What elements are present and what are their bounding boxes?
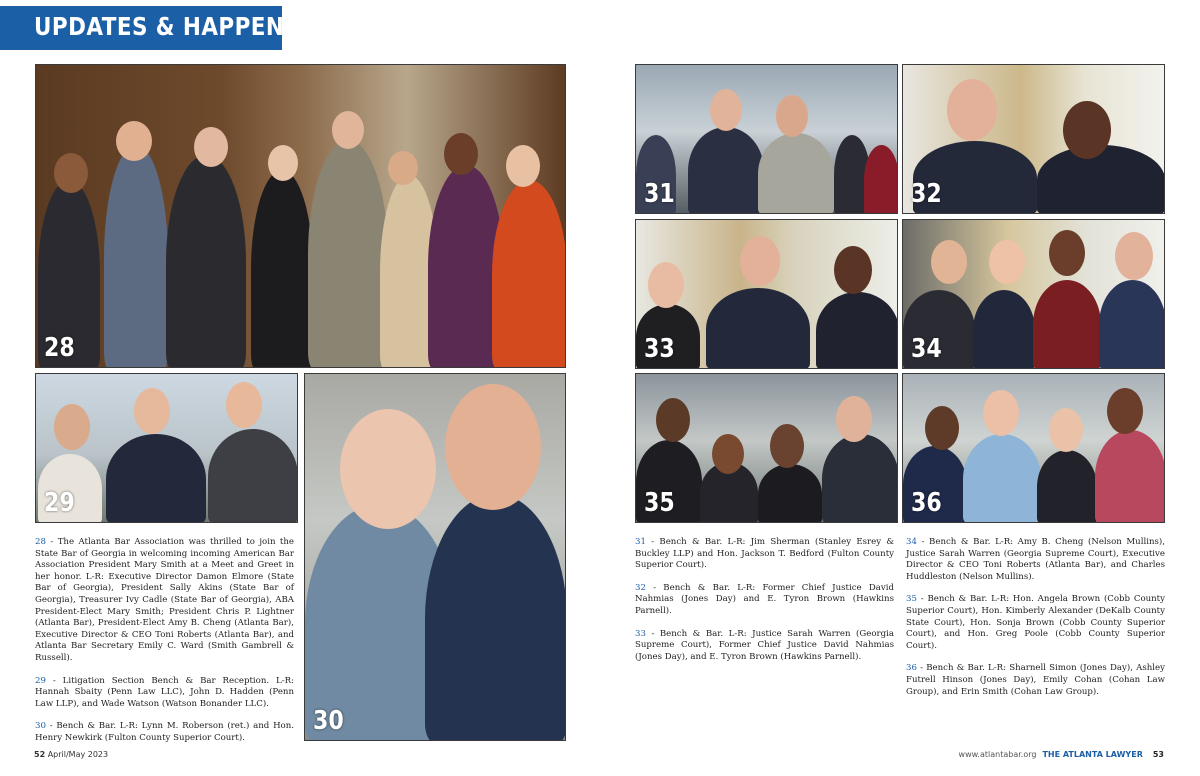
footer-left bbox=[34, 750, 108, 759]
magazine-name: THE ATLANTA LAWYER bbox=[1042, 750, 1143, 759]
caption-32: 32 - Bench & Bar. L-R: Former Chief Justice David Nahmias (Jones Day) and E. Tyron Brown (Hawkins Parnell). bbox=[635, 582, 894, 616]
page-number-right: 53 bbox=[1152, 750, 1164, 759]
caption-column-right-1 bbox=[635, 537, 894, 674]
caption-column-left bbox=[35, 537, 294, 756]
website-url: www.atlantabar.org bbox=[958, 750, 1037, 759]
caption-31: 31 - Bench & Bar. L-R: Jim Sherman (Stanley Esrey & Buckley LLP) and Hon. Jackson T. Bedford (Fulton County Superior Court). bbox=[635, 537, 894, 571]
photo-number: 35 bbox=[644, 488, 675, 518]
photo-number: 33 bbox=[644, 334, 675, 364]
photo-36 bbox=[902, 373, 1165, 523]
section-banner bbox=[0, 6, 346, 50]
photo-33 bbox=[635, 219, 898, 369]
photo-number: 34 bbox=[911, 334, 942, 364]
photo-29 bbox=[35, 373, 298, 523]
photo-number: 36 bbox=[911, 488, 942, 518]
photo-32 bbox=[902, 64, 1165, 214]
caption-28: 28 - The Atlanta Bar Association was thrilled to join the State Bar of Georgia in welcoming incoming American Bar Association President Mary Smith at a Meet and Greet in her honor. L-R: Executive Director Damon Elmore (State Bar of Georgia), President Sally Akins (State Bar of Georgia), Treasurer Ivy Cadle (State Bar of Georgia), ABA President-Elect Mary Smith; President Chris P. Lightner (Atlanta Bar), President-Elect Amy B. Cheng (Atlanta Bar), Executive Director & CEO Toni Roberts (Atlanta Bar), and Atlanta Bar Secretary Emily C. Ward (Smith Gambrell & Russell). bbox=[35, 537, 294, 663]
photo-number: 32 bbox=[911, 179, 942, 209]
photo-28 bbox=[35, 64, 566, 368]
caption-29: 29 - Litigation Section Bench & Bar Reception. L-R: Hannah Sbaity (Penn Law LLC), John D. Hadden (Penn Law LLP), and Wade Watson (Watson Bonander LLC). bbox=[35, 675, 294, 709]
caption-34: 34 - Bench & Bar. L-R: Amy B. Cheng (Nelson Mullins), Justice Sarah Warren (Georgia Supreme Court), Executive Director & CEO Toni Roberts (Atlanta Bar), and Charles Huddleston (Nelson Mullins). bbox=[906, 537, 1165, 582]
section-title: UPDATES & HAPPENINGS bbox=[34, 12, 346, 41]
issue-date: April/May 2023 bbox=[47, 750, 109, 759]
footer-right bbox=[959, 750, 1164, 759]
photo-30 bbox=[304, 373, 566, 741]
caption-column-right-2 bbox=[906, 537, 1165, 709]
photo-31 bbox=[635, 64, 898, 214]
photo-number: 29 bbox=[44, 488, 75, 518]
caption-30: 30 - Bench & Bar. L-R: Lynn M. Roberson (ret.) and Hon. Henry Newkirk (Fulton County Superior Court). bbox=[35, 721, 294, 743]
page-number-left: 52 bbox=[34, 750, 46, 759]
photo-34 bbox=[902, 219, 1165, 369]
caption-33: 33 - Bench & Bar. L-R: Justice Sarah Warren (Georgia Supreme Court), Former Chief Justice David Nahmias (Jones Day), and E. Tyron Brown (Hawkins Parnell). bbox=[635, 628, 894, 662]
photo-number: 31 bbox=[644, 179, 675, 209]
photo-number: 30 bbox=[313, 706, 344, 736]
caption-35: 35 - Bench & Bar. L-R: Hon. Angela Brown (Cobb County Superior Court), Hon. Kimberly Alexander (DeKalb County State Court), Hon. Sonja Brown (Cobb County Superior Court), and Hon. Greg Poole (Cobb County Superior Court). bbox=[906, 594, 1165, 651]
photo-number: 28 bbox=[44, 333, 75, 363]
photo-35 bbox=[635, 373, 898, 523]
caption-36: 36 - Bench & Bar. L-R: Sharnell Simon (Jones Day), Ashley Futrell Hinson (Jones Day), Emily Cohan (Cohan Law Group), and Erin Smith (Cohan Law Group). bbox=[906, 663, 1165, 697]
